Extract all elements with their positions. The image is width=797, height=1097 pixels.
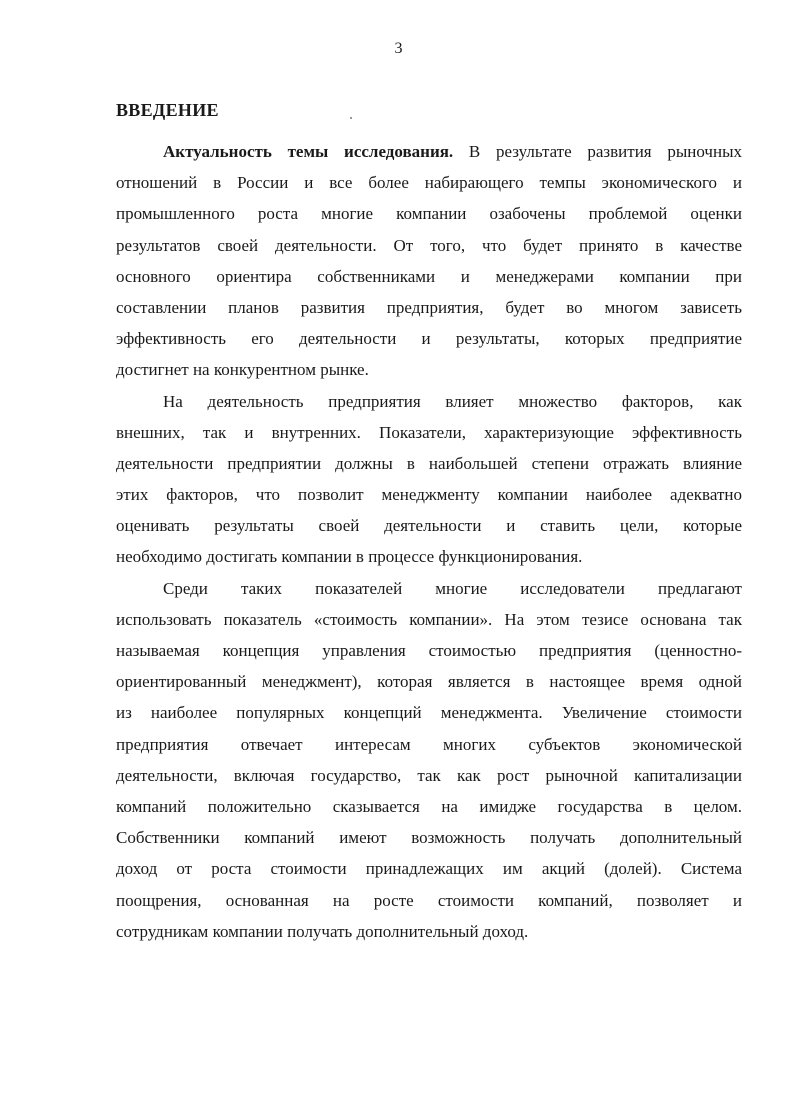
paragraph-3-line: Собственники компаний имеют возможность получать дополнительный	[116, 828, 742, 848]
scan-speck	[350, 117, 352, 119]
paragraph-1-line-1	[116, 136, 742, 167]
paragraph-1-line: основного ориентира собственниками и менеджерами компании при	[116, 266, 742, 286]
paragraph-3-line: ориентированный менеджмент), которая является в настоящее время одной	[116, 672, 742, 692]
paragraph-1-line: отношений в России и все более набирающего темпы экономического и	[116, 173, 742, 193]
paragraph-1-line: промышленного роста многие компании озабочены проблемой оценки	[116, 204, 742, 224]
page-number: 3	[394, 40, 403, 57]
paragraph-1-line: достигнет на конкурентном рынке.	[116, 360, 369, 380]
paragraph-2-line: внешних, так и внутренних. Показатели, характеризующие эффективность	[116, 422, 742, 442]
paragraph-2-line: деятельности предприятии должны в наибольшей степени отражать влияние	[116, 453, 742, 473]
paragraph-3-line: сотрудникам компании получать дополнительный доход.	[116, 921, 529, 941]
paragraph-3-line: доход от роста стоимости принадлежащих им акций (долей). Система	[116, 859, 742, 879]
paragraph-1-line: составлении планов развития предприятия, будет во многом зависеть	[116, 297, 742, 317]
paragraph-3-line: называемая концепция управления стоимостью предприятия (ценностно-	[116, 641, 742, 660]
paragraph-3-line: компаний положительно сказывается на имидже государства в целом.	[116, 796, 742, 816]
paragraph-3-line: Среди таких показателей многие исследователи предлагают	[163, 578, 742, 598]
paragraph-3-line: деятельности, включая государство, так как рост рыночной капитализации	[116, 765, 742, 785]
paragraph-1-first-rest: В результате развития рыночных	[453, 142, 743, 161]
paragraph-1-line: результатов своей деятельности. От того, что будет принято в качестве	[116, 235, 742, 255]
paragraph-2-line: этих факторов, что позволит менеджменту компании наиболее адекватно	[116, 485, 742, 505]
paragraph-3-line: поощрения, основанная на росте стоимости компаний, позволяет и	[116, 890, 742, 910]
body-text	[116, 136, 742, 947]
paragraph-lead: Актуальность темы исследования.	[163, 142, 454, 161]
section-heading: ВВЕДЕНИЕ	[116, 100, 219, 120]
paragraph-3-line: из наиболее популярных концепций менеджмента. Увеличение стоимости	[116, 703, 742, 723]
paragraph-3-line: использовать показатель «стоимость компании». На этом тезисе основана так	[116, 609, 742, 629]
paragraph-2-line: На деятельность предприятия влияет множество факторов, как	[163, 391, 742, 411]
paragraph-2-line: оценивать результаты своей деятельности и ставить цели, которые	[116, 516, 742, 536]
paragraph-2-line: необходимо достигать компании в процессе функционирования.	[116, 547, 583, 567]
paragraph-1-line: эффективность его деятельности и результаты, которых предприятие	[116, 329, 742, 349]
paragraph-3-line: предприятия отвечает интересам многих субъектов экономической	[116, 734, 742, 754]
